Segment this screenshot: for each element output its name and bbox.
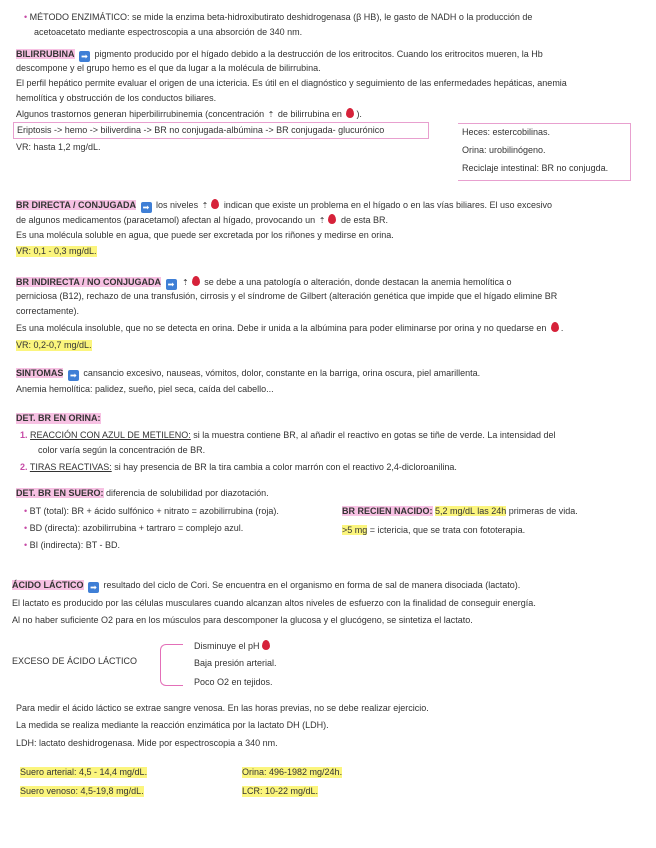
arrow-right-icon: ➡ — [79, 51, 90, 62]
directa-line1: BR DIRECTA / CONJUGADA ➡ los niveles ⇡ indican que existe un problema en el hígado o en las vías biliares. El uso excesivo — [16, 200, 553, 212]
orina-item2: 2. TIRAS REACTIVAS: si hay presencia de BR la tira cambia a color marrón con el reactivo 2,4-dicloroanilina. — [20, 462, 457, 472]
directa-line3: Es una molécula soluble en agua, que puede ser excretada por los riñones y medirse en orina. — [16, 230, 394, 240]
arrow-up-icon: ⇡ — [318, 216, 326, 225]
arrow-right-icon: ➡ — [141, 202, 152, 213]
metodo-line1: • MÉTODO ENZIMÁTICO: se mide la enzima beta-hidroxibutirato deshidrogenasa (β HB), le gasto de NADH o la producción de — [24, 12, 533, 22]
arrow-right-icon: ➡ — [166, 279, 177, 290]
lactico-line6: LDH: lactato deshidrogenasa. Mide por espectroscopia a 340 nm. — [16, 738, 278, 748]
val-suero-arterial: Suero arterial: 4,5 - 14,4 mg/dL. — [20, 767, 148, 777]
indirecta-title: BR INDIRECTA / NO CONJUGADA — [16, 277, 162, 287]
directa-line2: de algunos medicamentos (paracetamol) afectan al hígado, provocando un ⇡ de esta BR. — [16, 215, 388, 225]
eriptosis-text: Eriptosis -> hemo -> biliverdina -> BR no conjugada-albúmina -> BR conjugada- glucurónico — [17, 125, 385, 135]
lactico-line5: La medida se realiza mediante la reacción enzimática por la lactato DH (LDH). — [16, 720, 329, 730]
side-orina: Orina: urobilinógeno. — [462, 145, 546, 155]
bullet: • — [24, 12, 28, 22]
blood-drop-icon — [346, 108, 354, 118]
orina-item1-cont: color varía según la concentración de BR. — [38, 445, 206, 455]
directa-vr: VR: 0,1 - 0,3 mg/dL. — [16, 246, 97, 256]
val-orina: Orina: 496-1982 mg/24h. — [242, 767, 343, 777]
exceso-label: EXCESO DE ÁCIDO LÁCTICO — [12, 656, 138, 666]
sintomas-line1: SINTOMAS ➡ cansancio excesivo, nauseas, vómitos, dolor, constante en la barriga, orina oscura, piel amarillenta. — [16, 368, 481, 380]
side-heces: Heces: estercobilinas. — [462, 127, 551, 137]
lactico-title: ÁCIDO LÁCTICO — [12, 580, 84, 590]
side-box — [458, 123, 631, 181]
recien-line1: BR RECIEN NACIDO: 5,2 mg/dL las 24h primeras de vida. — [342, 506, 578, 516]
bilirrubina-line3: El perfil hepático permite evaluar el origen de una ictericia. Es útil en el diagnóstico y seguimiento de las enfermedades hepáticas, anemia — [16, 78, 567, 88]
bilirrubina-line2: descompone y el grupo hemo es el que da lugar a la molécula de bilirrubina. — [16, 63, 321, 73]
bilirrubina-vr: VR: hasta 1,2 mg/dL. — [16, 142, 101, 152]
indirecta-line3: correctamente). — [16, 306, 80, 316]
lactico-line2: El lactato es producido por las células musculares cuando alcanzan altos niveles de esfuerzo con la finalidad de conseguir energía. — [12, 598, 536, 608]
lactico-line1: ÁCIDO LÁCTICO ➡ resultado del ciclo de Cori. Se encuentra en el organismo en forma de sal de manera disociada (lactato). — [12, 580, 521, 592]
brace — [432, 131, 450, 159]
blood-drop-icon — [551, 322, 559, 332]
indirecta-line4: Es una molécula insoluble, que no se detecta en orina. Debe ir unida a la albúmina para poder eliminarse por orina y no quedarse en . — [16, 323, 564, 333]
indirecta-vr: VR: 0,2-0,7 mg/dL. — [16, 340, 92, 350]
bilirrubina-line1: BILIRRUBINA ➡ pigmento producido por el hígado debido a la destrucción de los eritrocitos. Cuando los eritrocitos mueren, la Hb — [16, 49, 543, 61]
blood-drop-icon — [328, 214, 336, 224]
sintomas-line2: Anemia hemolítica: palidez, sueño, piel seca, caída del cabello... — [16, 384, 274, 394]
bilirrubina-line4: hemolítica y obstrucción de los conductos biliares. — [16, 93, 217, 103]
val-suero-venoso: Suero venoso: 4,5-19,8 mg/dL. — [20, 786, 144, 796]
blood-drop-icon — [262, 640, 270, 650]
val-lcr: LCR: 10-22 mg/dL. — [242, 786, 319, 796]
metodo-line2: acetoacetato mediante espectroscopia a una absorción de 340 nm. — [34, 27, 303, 37]
suero-item-bd: • BD (directa): azobilirrubina + tartraro = complejo azul. — [24, 523, 244, 533]
suero-title: DET. BR EN SUERO: — [16, 488, 104, 498]
blood-drop-icon — [192, 276, 200, 286]
arrow-up-icon: ⇡ — [201, 201, 209, 210]
arrow-right-icon: ➡ — [88, 582, 99, 593]
suero-item-bt: • BT (total): BR + ácido sulfónico + nitrato = azobilirrubina (roja). — [24, 506, 279, 516]
bilirrubina-title: BILIRRUBINA — [16, 49, 75, 59]
effect-ph: Disminuye el pH — [194, 640, 272, 652]
indirecta-line2: perniciosa (B12), rechazo de una transfusión, cirrosis y el síndrome de Gilbert (alteración genética que impide que el hígado elimine BR — [16, 291, 558, 301]
arrow-up-icon: ⇡ — [182, 278, 189, 287]
lactico-line3: Al no haber suficiente O2 para en los músculos para descomponer la glucosa y el glucógeno, se sintetiza el lactato. — [12, 615, 473, 625]
sintomas-title: SINTOMAS — [16, 368, 64, 378]
suero-item-bi: • BI (indirecta): BT - BD. — [24, 540, 121, 550]
recien-line2: >5 mg = ictericia, que se trata con fototerapia. — [342, 525, 526, 535]
blood-drop-icon — [211, 199, 219, 209]
effect-o2: Poco O2 en tejidos. — [194, 677, 273, 687]
orina-title: DET. BR EN ORINA: — [16, 413, 101, 423]
arrow-up-icon: ⇡ — [267, 110, 275, 119]
directa-title: BR DIRECTA / CONJUGADA — [16, 200, 137, 210]
suero-header: DET. BR EN SUERO: diferencia de solubilidad por diazotación. — [16, 488, 269, 498]
side-reciclaje: Reciclaje intestinal: BR no conjugda. — [462, 163, 609, 173]
bilirrubina-line5: Algunos trastornos generan hiperbilirrubinemia (concentración ⇡ de bilirrubina en ). — [16, 109, 362, 119]
brace — [160, 644, 183, 686]
recien-title: BR RECIEN NACIDO: — [342, 506, 433, 516]
effect-presion: Baja presión arterial. — [194, 658, 277, 668]
lactico-line4: Para medir el ácido láctico se extrae sangre venosa. En las horas previas, no se debe realizar ejercicio. — [16, 703, 429, 713]
arrow-right-icon: ➡ — [68, 370, 79, 381]
orina-item1: 1. REACCIÓN CON AZUL DE METILENO: si la muestra contiene BR, al añadir el reactivo en gotas se tiñe de verde. La intensidad del — [20, 430, 556, 440]
indirecta-line1: BR INDIRECTA / NO CONJUGADA ➡ ⇡ se debe a una patología o alteración, donde destacan la anemia hemolítica o — [16, 277, 512, 289]
